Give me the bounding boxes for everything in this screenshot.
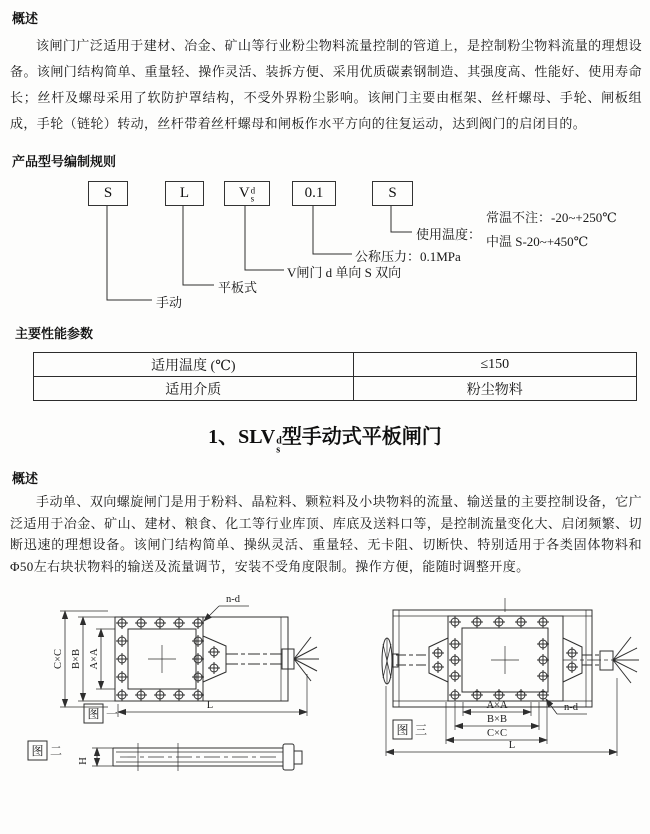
model-rules-heading: 产品型号编制规则 <box>12 154 117 169</box>
param-value-medium: 粉尘物料 <box>353 377 636 401</box>
param-name-medium: 适用介质 <box>34 377 354 401</box>
fig2-dim-h: H <box>78 757 89 765</box>
connector-pressure <box>313 205 352 254</box>
overview2-heading: 概述 <box>12 471 39 486</box>
model-box-1-text: S <box>103 185 113 201</box>
fig1-dim-aa: A×A <box>89 648 100 670</box>
model-box-4 <box>292 181 336 206</box>
fig1-handwheel-icon <box>294 637 319 681</box>
model-box-5 <box>372 181 413 206</box>
connector-plate <box>183 205 214 285</box>
param-row-2 <box>34 377 637 401</box>
fig1-dim-cc: C×C <box>53 649 64 669</box>
label-valve-direction: V闸门 d 单向 S 双向 <box>287 265 402 280</box>
model-box-2-text: L <box>179 185 190 201</box>
section-title <box>0 420 650 454</box>
fig3-dim-cc: C×C <box>487 728 507 739</box>
temperature-note-1: 常温不注：-20~+250℃ <box>486 210 617 225</box>
fig3-dim-aa: A×A <box>486 700 508 711</box>
param-row-1 <box>34 353 637 377</box>
connector-valve <box>245 205 284 270</box>
fig3-bolt-callout: n-d <box>564 702 578 713</box>
model-box-2 <box>165 181 204 206</box>
connector-temp <box>391 205 412 232</box>
fig2-label-num: 二 <box>50 744 63 758</box>
performance-params-heading: 主要性能参数 <box>15 326 94 341</box>
param-name-temperature: 适用温度 (℃) <box>34 353 354 377</box>
fig1-drawing <box>53 594 319 723</box>
fig3-label-num: 三 <box>415 723 428 737</box>
overview1-heading: 概述 <box>12 11 39 26</box>
overview1-paragraph: 该闸门广泛适用于建材、冶金、矿山等行业粉尘物料流量控制的管道上，是控制粉尘物料流量的理想设备。该闸门结构简单、重量轻、操作灵活、装拆方便、采用优质碳素钢制造、其强度高、性能好、使用寿命长；丝杆及螺母采用了软防护罩结构，不受外界粉尘影响。该闸门主要由框架、丝杆螺母、手轮、闸板组成，手轮（链轮）转动，丝杆带着丝杆螺母和闸板作水平方向的往复运动，达到阀门的启闭目的。 <box>10 38 642 131</box>
fig3-label-char: 图 <box>396 723 409 737</box>
section-title-suffix: 型手动式平板闸门 <box>281 426 442 448</box>
label-nominal-pressure: 公称压力：0.1MPa <box>355 249 461 264</box>
fig1-label-char: 图 <box>87 707 100 721</box>
model-box-3 <box>224 181 270 206</box>
model-box-1 <box>88 181 128 206</box>
fig1-label-num: 一 <box>106 707 119 721</box>
fig1-dim-l: L <box>206 700 214 711</box>
model-box-3-text: V <box>238 185 250 201</box>
fig1-bolt-callout: n-d <box>226 594 240 605</box>
model-box-3-sup: d <box>250 185 256 195</box>
fig2-label-char: 图 <box>31 744 44 758</box>
label-manual: 手动 <box>156 295 183 310</box>
model-diagram <box>0 170 650 322</box>
label-service-temperature: 使用温度： <box>416 227 482 242</box>
section-title-prefix: 1、SLV <box>208 426 276 448</box>
params-table <box>33 352 637 401</box>
label-plate-type: 平板式 <box>218 280 258 295</box>
fig3-dim-bb: B×B <box>487 714 507 725</box>
model-box-4-text: 0.1 <box>304 185 324 201</box>
fig3-right-handwheel-hub <box>600 651 613 670</box>
section-title-sup: d <box>276 435 282 447</box>
fig3-dim-l: L <box>508 740 516 751</box>
fig2-drawing <box>28 741 302 771</box>
fig3-right-handwheel-icon <box>613 637 639 683</box>
fig1-dim-bb: B×B <box>71 649 82 669</box>
param-value-temperature: ≤150 <box>353 353 636 377</box>
drawings-svg <box>0 586 650 834</box>
temperature-note-2: 中温 S-20~+450℃ <box>486 234 589 249</box>
fig2-handwheel-edge-icon <box>283 744 294 770</box>
fig3-drawing <box>382 598 639 756</box>
fig3-left-handwheel-icon <box>382 638 398 684</box>
overview2-paragraph: 手动单、双向螺旋闸门是用于粉料、晶粒料、颗粒料及小块物料的流量、输送量的主要控制设备，它广泛适用于冶金、矿山、建材、粮食、化工等行业库顶、库底及送料口等，是控制流量变化大、启闭频繁、切断迅速的理想设备。该闸门结构简单、操纵灵活、重量轻、无卡阻、切断快、特别适用于各类固体物料和Φ50左右块状物料的输送及流量调节，安装不受角度限制。操作方便，能随时调整开度。 <box>10 494 642 574</box>
section-title-sub: s <box>276 444 281 456</box>
model-box-3-sub: s <box>250 193 255 203</box>
temperature-notes <box>486 206 617 254</box>
model-box-5-text: S <box>388 185 397 201</box>
connector-manual <box>107 205 152 300</box>
